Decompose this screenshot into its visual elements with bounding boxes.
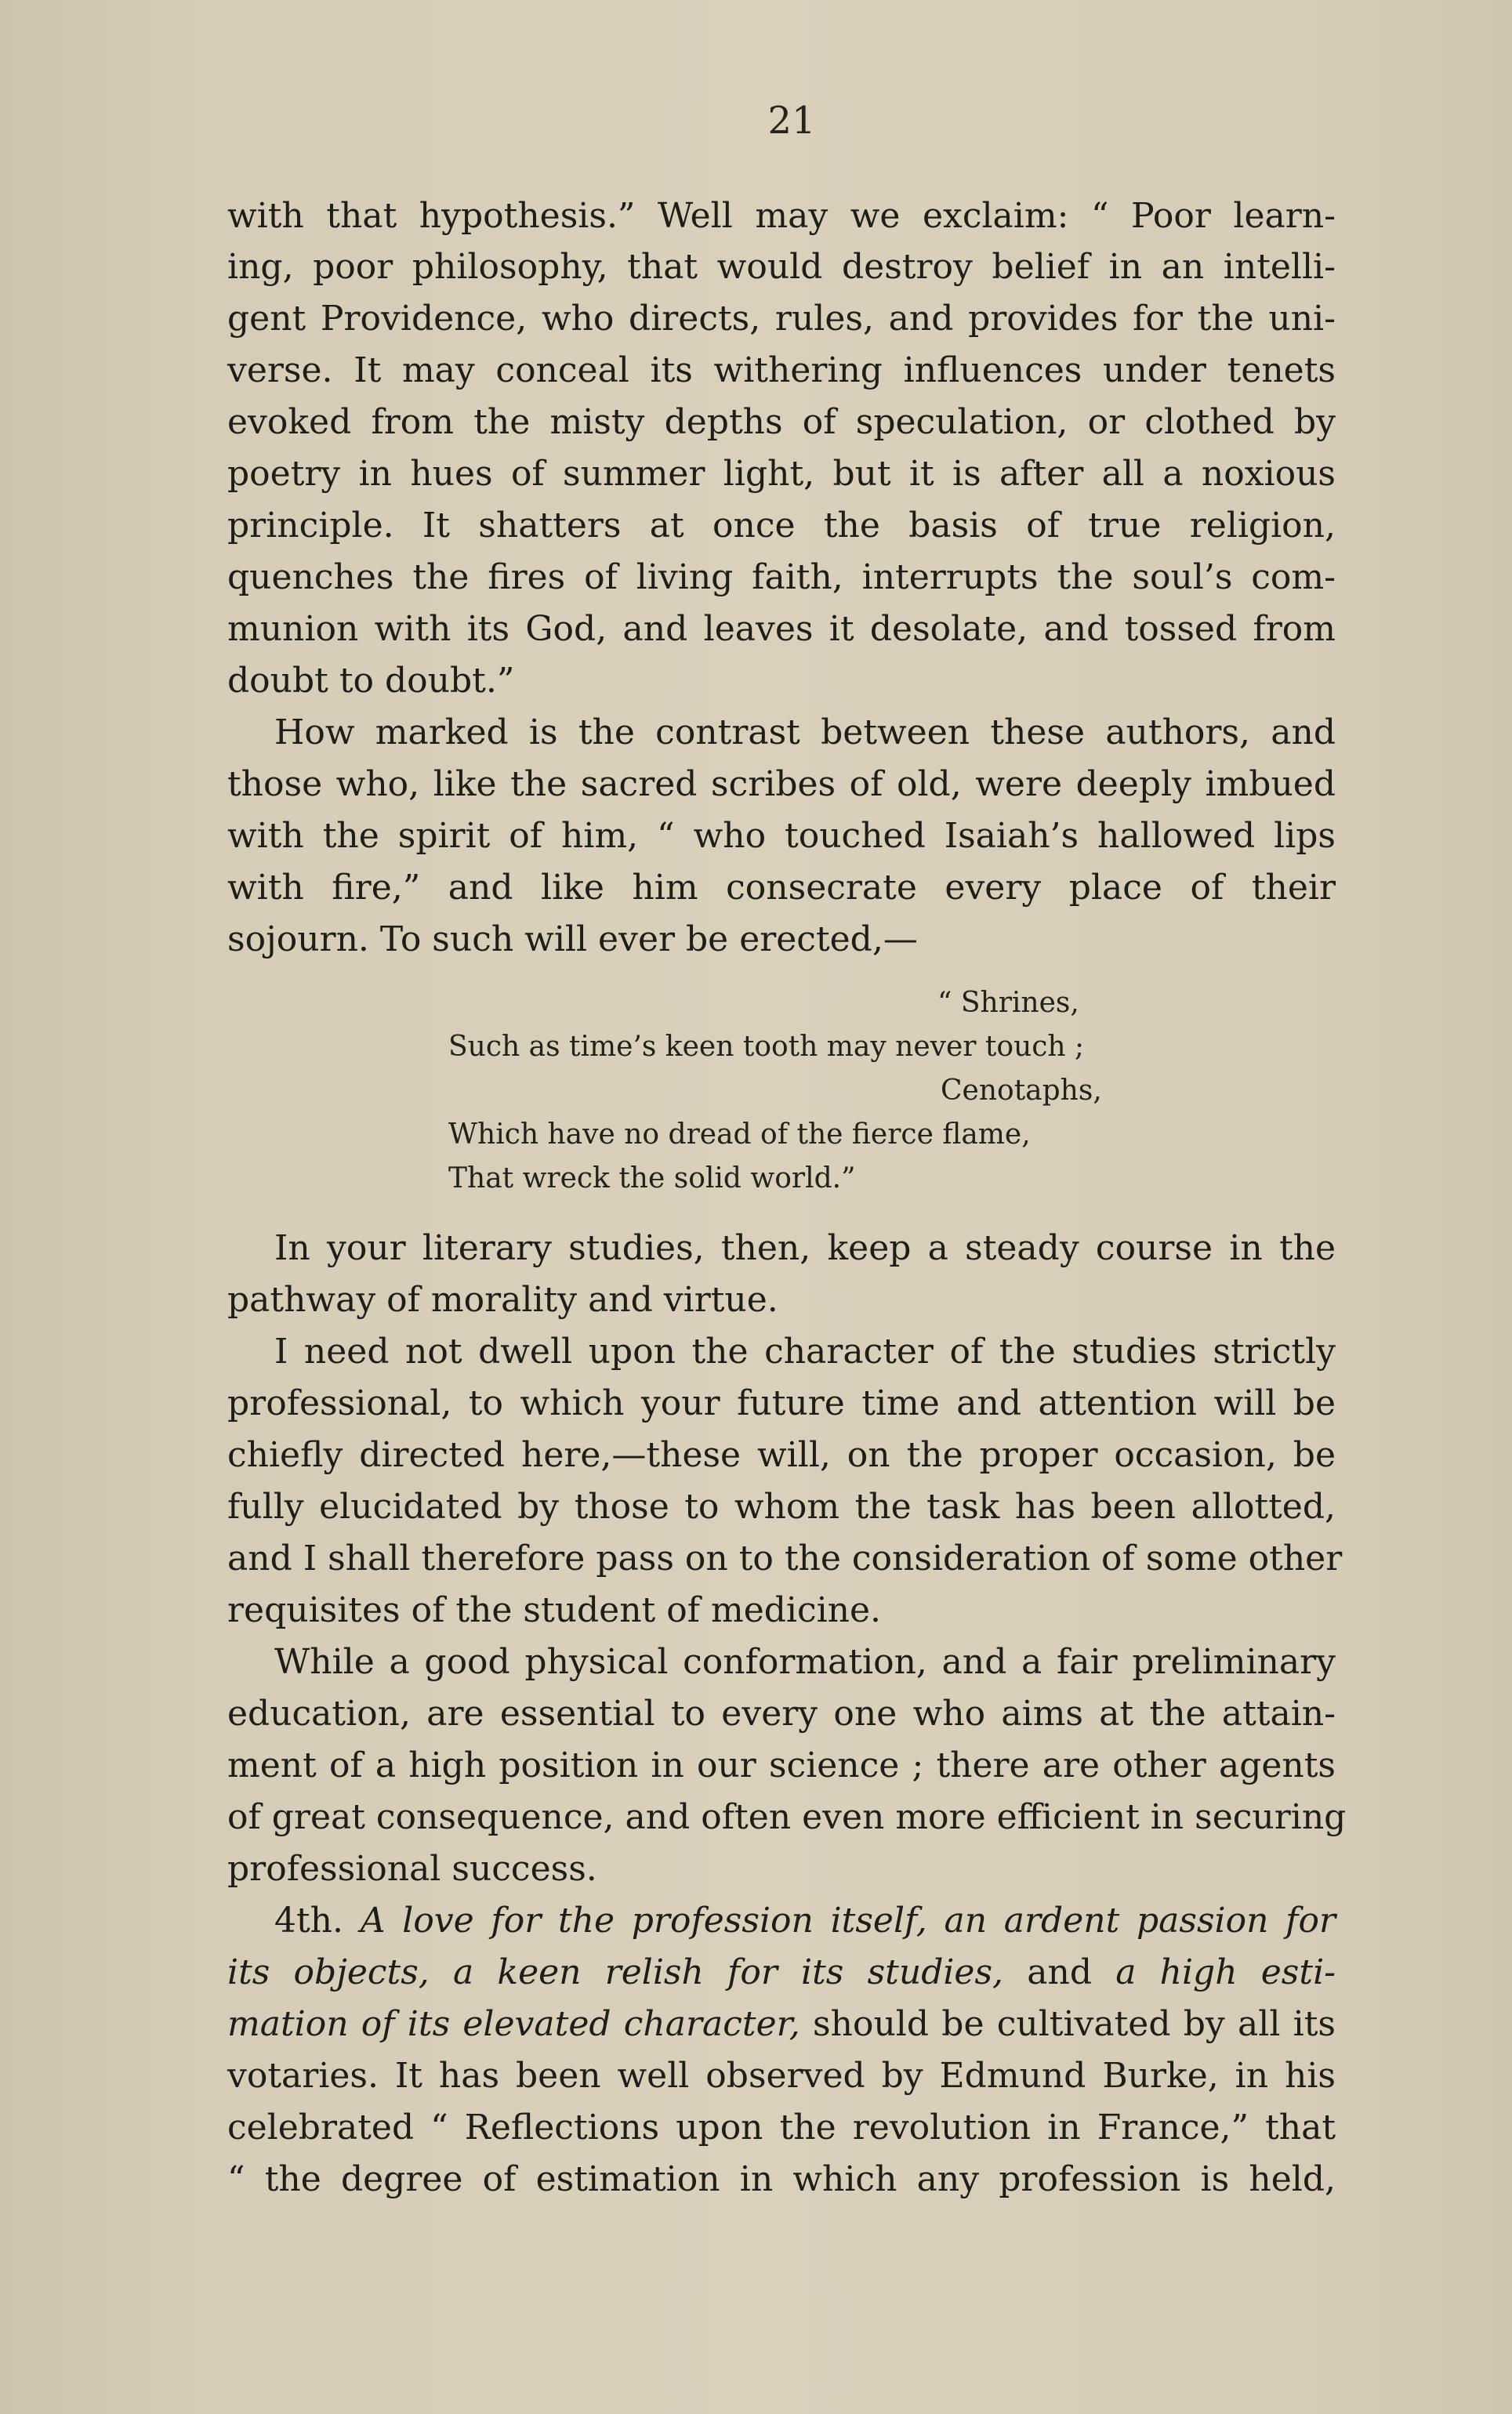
emphasis-text: A love for the profession itself, an ardent passion for <box>360 1901 1336 1941</box>
text-line: votaries. It has been well observed by Edmund Burke, in his <box>227 2056 1336 2096</box>
text-line: munion with its God, and leaves it desolate, and tossed from <box>227 609 1336 649</box>
emphasis-text: mation of its elevated character, <box>227 2004 800 2044</box>
text-line: with that hypothesis.” Well may we exclaim: “ Poor learn- <box>227 196 1336 236</box>
verse-line: Which have no dread of the fierce flame, <box>448 1118 1031 1151</box>
text-line: education, are essential to every one who aims at the attain- <box>227 1694 1336 1734</box>
text-line: with the spirit of him, “ who touched Isaiah’s hallowed lips <box>227 816 1336 856</box>
verse-line: That wreck the solid world.” <box>448 1162 856 1194</box>
text-line: ing, poor philosophy, that would destroy belief in an intelli- <box>227 247 1336 287</box>
paragraph-first-line: I need not dwell upon the character of the studies strictly <box>274 1332 1336 1372</box>
verse-line: Such as time’s keen tooth may never touch ; <box>448 1031 1085 1063</box>
text-line: fully elucidated by those to whom the task has been allotted, <box>227 1487 1336 1527</box>
text-line: with fire,” and like him consecrate every place of their <box>227 868 1336 908</box>
text-line: chiefly directed here,—these will, on the proper occasion, be <box>227 1435 1336 1475</box>
text-line: professional success. <box>227 1849 597 1889</box>
text-line: those who, like the sacred scribes of old, were deeply imbued <box>227 764 1336 804</box>
page-number: 21 <box>767 99 816 143</box>
paragraph-prefix: 4th. <box>274 1901 361 1941</box>
text-line: requisites of the student of medicine. <box>227 1590 882 1630</box>
text-line <box>227 2004 1336 2044</box>
text-line: verse. It may conceal its withering influences under tenets <box>227 350 1336 390</box>
verse-line: Cenotaphs, <box>941 1075 1102 1107</box>
text-line: principle. It shatters at once the basis of true religion, <box>227 506 1336 546</box>
text-line: gent Providence, who directs, rules, and provides for the uni- <box>227 299 1336 339</box>
paragraph-first-line: How marked is the contrast between these authors, and <box>274 712 1336 752</box>
text-line: pathway of morality and virtue. <box>227 1280 778 1320</box>
paragraph-first-line: In your literary studies, then, keep a steady course in the <box>274 1228 1336 1268</box>
text-line: quenches the fires of living faith, interrupts the soul’s com- <box>227 557 1336 597</box>
emphasis-text: a high esti- <box>1115 1952 1336 1992</box>
plain-text: and <box>1003 1952 1116 1992</box>
verse-line: “ Shrines, <box>937 987 1079 1019</box>
paragraph-first-line: While a good physical conformation, and a fair preliminary <box>274 1642 1336 1682</box>
text-line: “ the degree of estimation in which any profession is held, <box>227 2159 1336 2199</box>
text-line: evoked from the misty depths of speculation, or clothed by <box>227 402 1336 442</box>
text-line: poetry in hues of summer light, but it is after all a noxious <box>227 454 1336 494</box>
paragraph-first-line <box>274 1901 1336 1941</box>
text-line: ment of a high position in our science ; there are other agents <box>227 1745 1336 1785</box>
plain-text: should be cultivated by all its <box>800 2004 1336 2044</box>
text-line: of great consequence, and often even more efficient in securing <box>227 1797 1347 1837</box>
text-line: and I shall therefore pass on to the consideration of some other <box>227 1539 1343 1579</box>
text-line: professional, to which your future time and attention will be <box>227 1383 1336 1423</box>
text-line: doubt to doubt.” <box>227 661 515 701</box>
text-line: celebrated “ Reflections upon the revolution in France,” that <box>227 2108 1336 2148</box>
text-line <box>227 1952 1336 1992</box>
text-line: sojourn. To such will ever be erected,— <box>227 919 918 959</box>
emphasis-text: its objects, a keen relish for its studies, <box>227 1952 1004 1992</box>
